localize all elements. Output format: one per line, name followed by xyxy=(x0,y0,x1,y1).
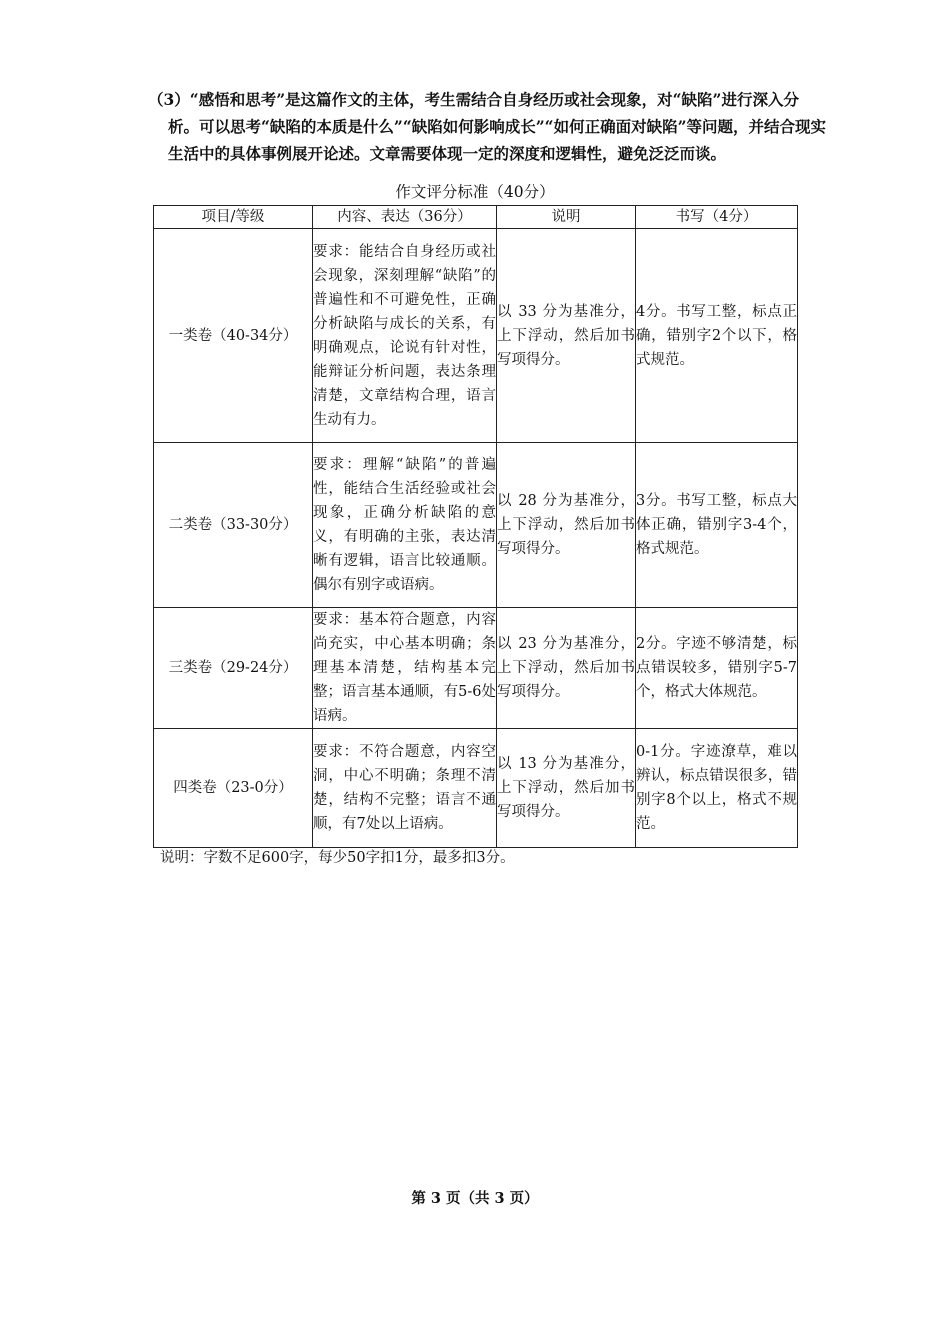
table-row xyxy=(154,729,798,848)
level-cell: 三类卷（29-24分） xyxy=(154,608,313,729)
content-cell: 要求：能结合自身经历或社会现象，深刻理解“缺陷”的普遍性和不可避免性，正确分析缺陷与成长的关系，有明确观点，论说有针对性，能辩证分析问题，表达条理清楚，文章结构合理，语言生动有力。 xyxy=(313,229,497,443)
writing-cell: 2分。字迹不够清楚，标点错误较多，错别字5-7个，格式大体规范。 xyxy=(636,608,798,729)
note-cell: 以 33 分为基准分，上下浮动，然后加书写项得分。 xyxy=(497,229,636,443)
intro-first-line: （3）“感悟和思考”是这篇作文的主体，考生需结合自身经历或社会现象，对“缺陷”进行深入分 xyxy=(148,90,799,109)
page-number: 第 3 页（共 3 页） xyxy=(411,1190,539,1207)
writing-cell: 4分。书写工整，标点正确，错别字2个以下，格式规范。 xyxy=(636,229,798,443)
header-note: 说明 xyxy=(497,206,636,229)
table-row xyxy=(154,229,798,443)
table-row xyxy=(154,443,798,608)
table-header-row xyxy=(154,206,798,229)
note-cell: 以 23 分为基准分，上下浮动，然后加书写项得分。 xyxy=(497,608,636,729)
table-row xyxy=(154,608,798,729)
writing-cell: 3分。书写工整，标点大体正确，错别字3-4个，格式规范。 xyxy=(636,443,798,608)
header-writing: 书写（4分） xyxy=(636,206,798,229)
content-cell: 要求：不符合题意，内容空洞，中心不明确；条理不清楚，结构不完整；语言不通顺，有7处以上语病。 xyxy=(313,729,497,848)
level-cell: 四类卷（23-0分） xyxy=(154,729,313,848)
table-title: 作文评分标准（40分） xyxy=(395,183,555,201)
intro-paragraph xyxy=(148,86,838,167)
header-content: 内容、表达（36分） xyxy=(313,206,497,229)
note-cell: 以 13 分为基准分，上下浮动，然后加书写项得分。 xyxy=(497,729,636,848)
writing-cell: 0-1分。字迹潦草，难以辨认，标点错误很多，错别字8个以上，格式不规范。 xyxy=(636,729,798,848)
header-level: 项目/等级 xyxy=(154,206,313,229)
intro-continuation: 析。可以思考“缺陷的本质是什么”“缺陷如何影响成长”“如何正确面对缺陷”等问题，并结合现实生活中的具体事例展开论述。文章需要体现一定的深度和逻辑性，避免泛泛而谈。 xyxy=(168,117,826,163)
note-cell: 以 28 分为基准分，上下浮动，然后加书写项得分。 xyxy=(497,443,636,608)
content-cell: 要求：基本符合题意，内容尚充实，中心基本明确；条理基本清楚，结构基本完整；语言基本通顺，有5-6处语病。 xyxy=(313,608,497,729)
level-cell: 二类卷（33-30分） xyxy=(154,443,313,608)
content-cell: 要求：理解“缺陷”的普遍性，能结合生活经验或社会现象，正确分析缺陷的意义，有明确的主张，表达清晰有逻辑，语言比较通顺。偶尔有别字或语病。 xyxy=(313,443,497,608)
word-count-note: 说明：字数不足600字，每少50字扣1分，最多扣3分。 xyxy=(160,850,515,866)
level-cell: 一类卷（40-34分） xyxy=(154,229,313,443)
grading-table xyxy=(153,205,798,848)
